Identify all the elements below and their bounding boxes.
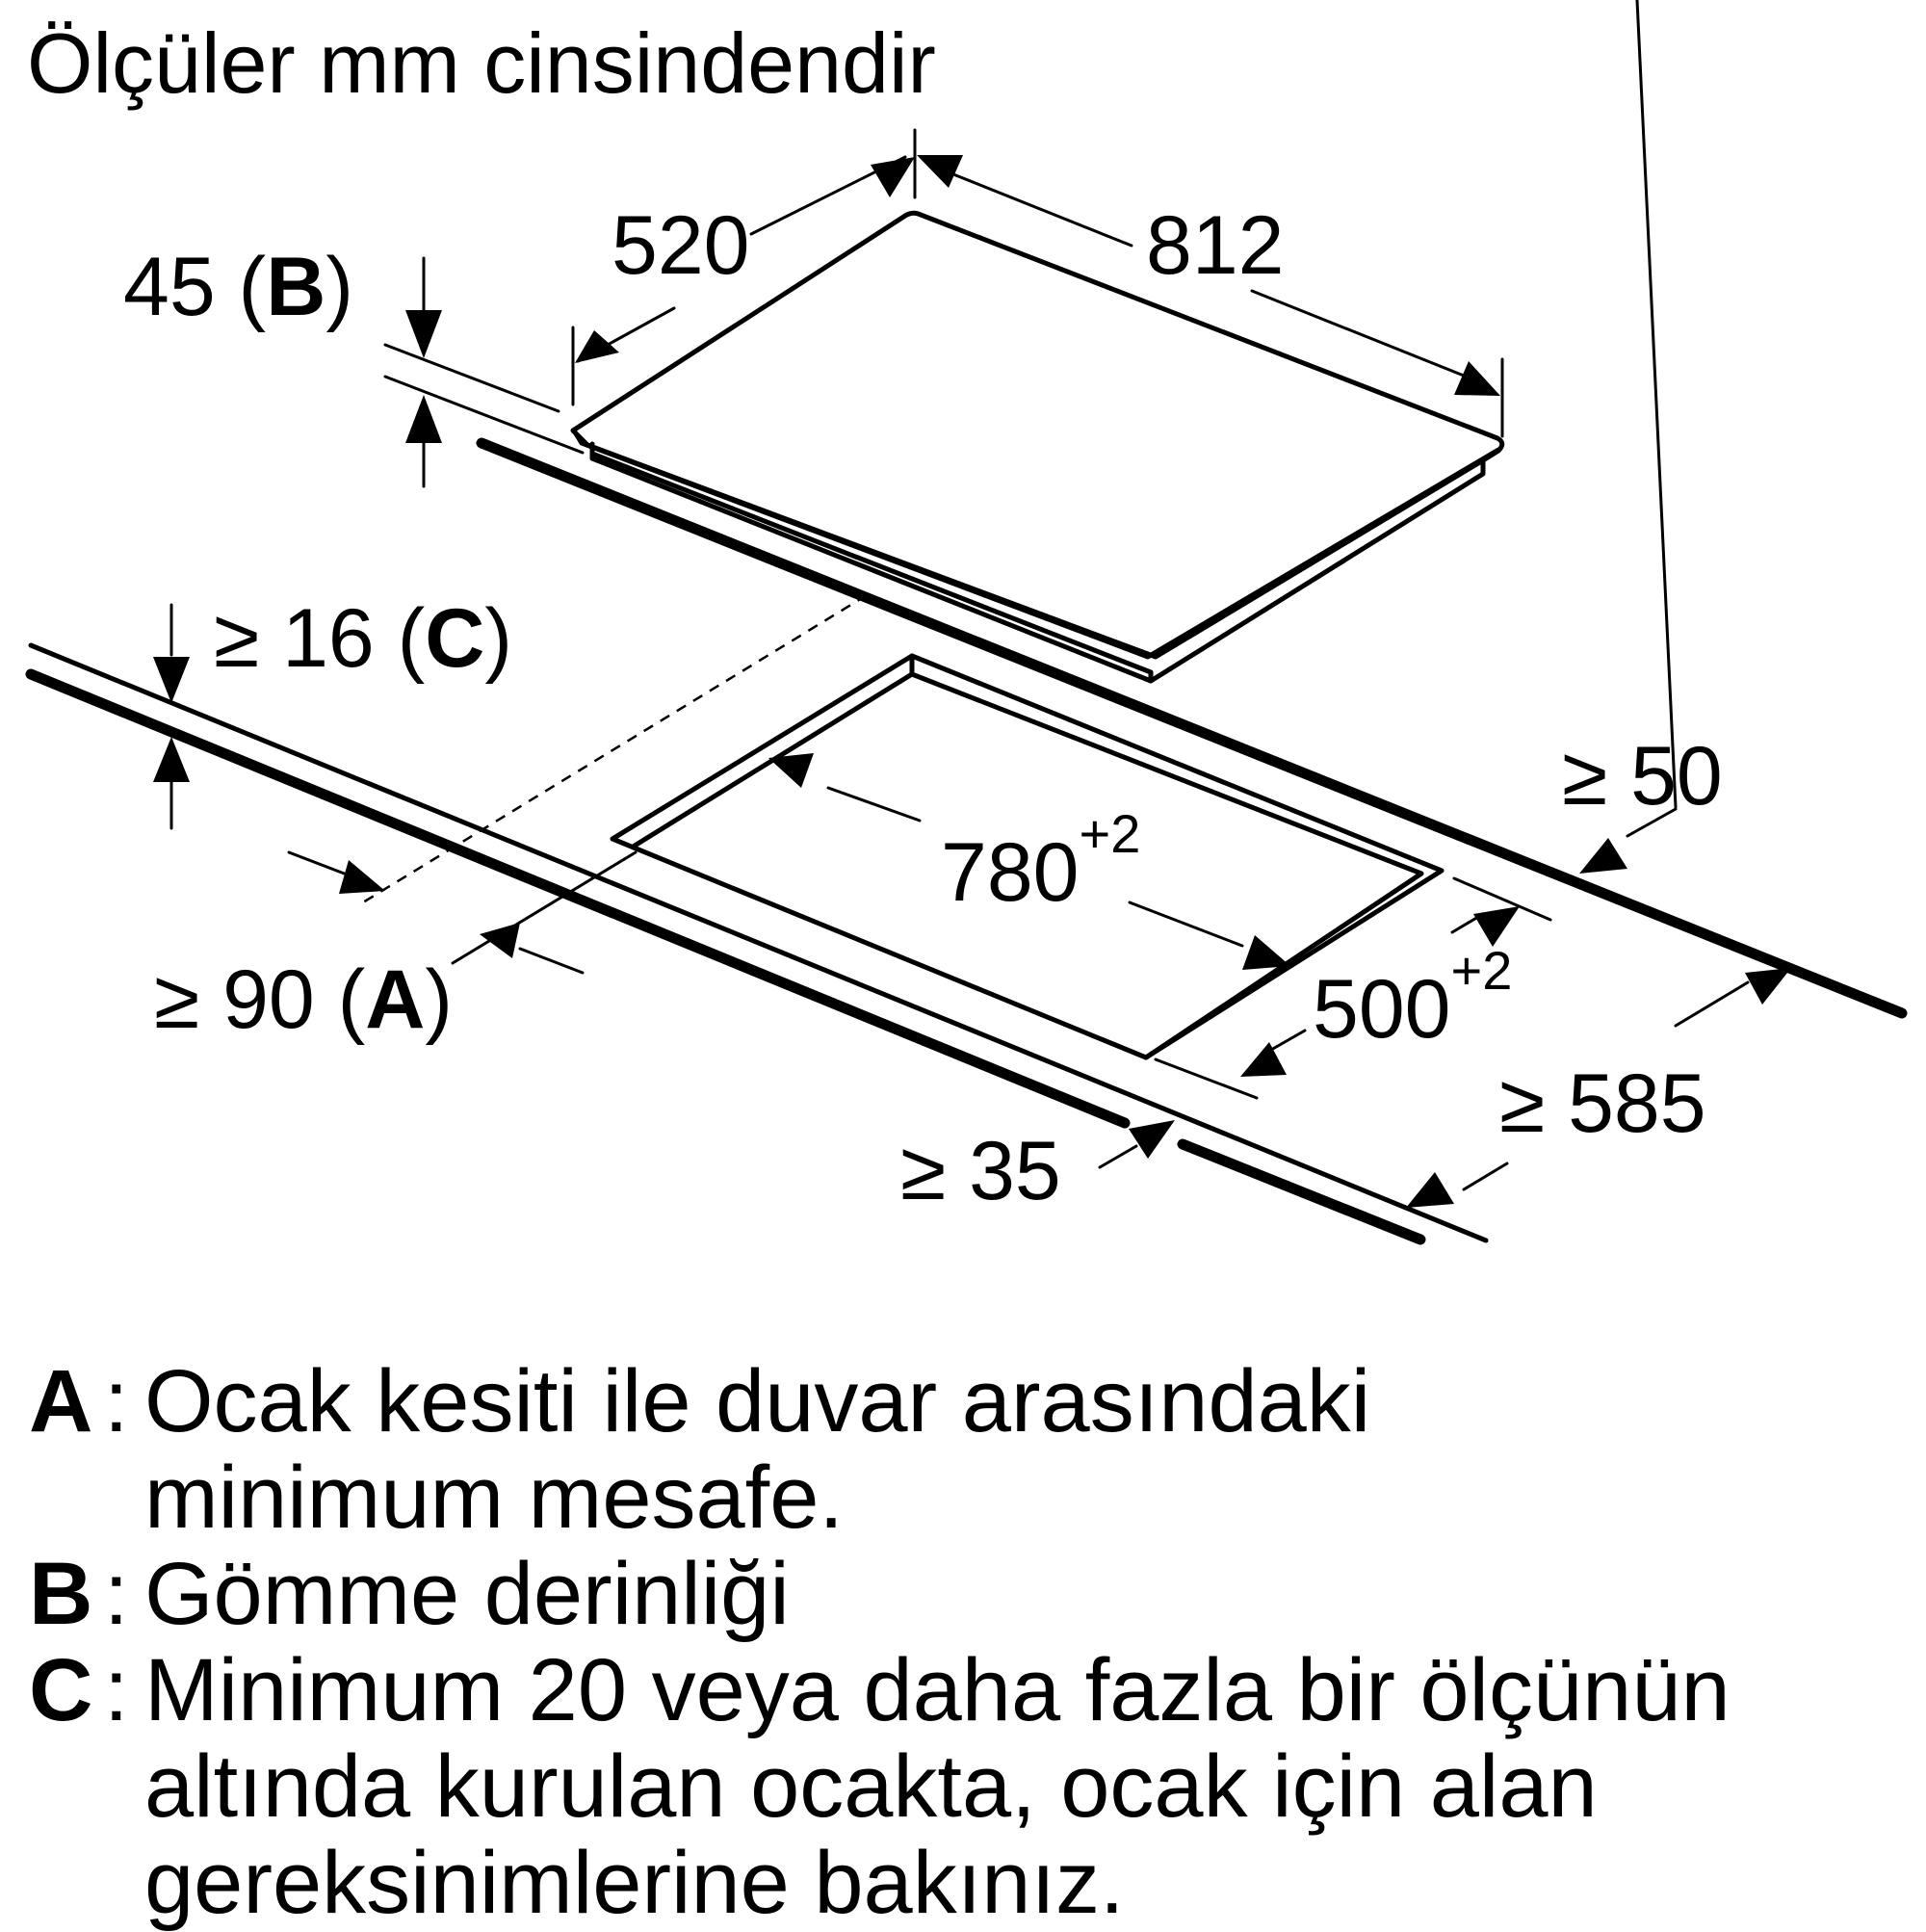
dim-520 [573, 130, 915, 405]
arrowhead [339, 860, 385, 894]
dim-500 [1156, 878, 1550, 1098]
dim-label-780: $780^{+2}$ [941, 803, 1141, 919]
legend-text: Gömme derinliği [144, 1545, 790, 1643]
legend-key: A [29, 1352, 93, 1450]
arrowhead [1406, 1172, 1454, 1208]
worktop-front-bottom-edge-right [1183, 1144, 1420, 1240]
arrowhead [480, 923, 520, 958]
dim-label-585: ≥ 585 [1499, 1057, 1706, 1150]
legend [29, 1353, 1878, 1931]
page-title: Ölçüler mm cinsindendir [27, 15, 936, 111]
dim-812 [917, 155, 1502, 436]
dim-label-500: $500^{+2}$ [1313, 940, 1513, 1056]
dim-label-16-c: ≥ 16 (C) [214, 592, 513, 685]
arrowhead [1454, 361, 1500, 396]
worktop-front-top-edge [31, 645, 1486, 1240]
dim-50 [1562, 0, 1723, 874]
dim-45-b [123, 241, 583, 486]
arrowhead [153, 737, 190, 782]
arrowhead [405, 310, 442, 358]
arrowhead [871, 157, 915, 197]
arrowhead [1240, 1042, 1287, 1077]
dim-35 [900, 1120, 1175, 1217]
arrowhead [1579, 838, 1627, 874]
legend-key: B [29, 1545, 93, 1643]
arrowhead [405, 395, 442, 443]
arrowhead [575, 330, 619, 363]
dim-90-a [154, 852, 636, 1046]
legend-text: Minimum 20 veya daha fazla bir ölçünün altında kurulan ocakta, ocak için alan gereksinimlerine bakınız. [144, 1641, 1731, 1932]
legend-item [29, 1642, 1878, 1931]
arrowhead [1242, 935, 1290, 970]
legend-colon: : [104, 1352, 129, 1450]
arrowhead [917, 155, 963, 188]
arrowhead [1745, 968, 1791, 1005]
dim-label-50: ≥ 50 [1562, 730, 1723, 822]
legend-colon: : [104, 1545, 129, 1643]
dim-label-90-a: ≥ 90 (A) [154, 953, 454, 1046]
hob-body [592, 444, 1483, 681]
legend-item [29, 1546, 1878, 1642]
dim-label-45-b: 45 (B) [123, 241, 353, 333]
legend-colon: : [104, 1641, 129, 1739]
dim-585 [1406, 968, 1791, 1208]
hob-front-edge [574, 431, 1498, 657]
dim-label-812: 812 [1146, 199, 1285, 292]
legend-item [29, 1353, 1878, 1546]
dim-label-520: 520 [612, 199, 750, 292]
dim-label-35: ≥ 35 [900, 1125, 1061, 1217]
legend-text: Ocak kesiti ile duvar arasındaki minimum mesafe. [144, 1352, 1371, 1547]
arrowhead [1129, 1120, 1175, 1159]
legend-key: C [29, 1641, 93, 1739]
arrowhead [768, 753, 814, 788]
